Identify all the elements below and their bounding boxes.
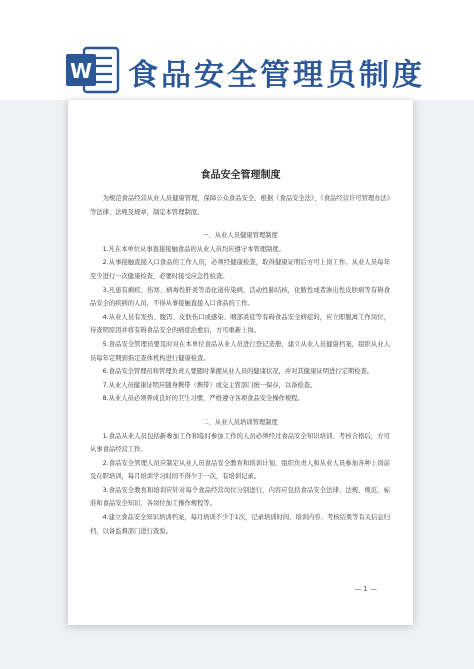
document-title: 食品安全管理制度 xyxy=(200,170,281,181)
list-item: 1.凡在本单位从事直接接触食品的从业人员均应遵守本管理制度。 xyxy=(102,245,285,253)
page-number: — 1 — xyxy=(354,585,377,593)
intro-paragraph: 为规范食品经营从业人员健康管理，保障公众食品安全，根据《食品安全法》、《食品经营许可管理办法》等法律、法规及规章，制定本管理制度。 xyxy=(90,195,390,216)
list-item: 5.食品安全管理员要及时对在本单位食品从业人员进行登记造册，建立从业人员健康档案，组织从业人员每年定期到指定查体机构进行健康检查。 xyxy=(90,340,390,362)
header-banner xyxy=(0,0,474,100)
list-item: 2.从事接触直接入口食品的工作人员，必须经健康检查，取得健康证明后方可上岗工作。从业人员每年至少进行一次健康检查，必要时接受应急性检查。 xyxy=(90,259,390,280)
section-heading: 一、从业人员健康管理制度 xyxy=(202,232,278,240)
document-body xyxy=(90,192,390,538)
section-heading: 二、从业人员培训管理制度 xyxy=(202,418,278,426)
list-item: 8.从业人员必须养成良好的卫生习惯，严格遵守各项食品安全操作规程。 xyxy=(102,395,304,403)
banner-title: 食品安全管理员制度 xyxy=(128,58,425,93)
list-item: 4.建立食品安全知识培训档案，每月培训不少于1次，记录培训时间、培训内容、考核结果等有关信息归档，以备监督部门进行查验。 xyxy=(90,514,390,535)
list-item: 7.从业人员健康证明应随身携带（携带）或交主管部门统一保存，以备检查。 xyxy=(102,381,317,389)
list-item: 4.从业人员有发热、腹泻、皮肤伤口或感染、咽部炎症等有碍食品安全病症的，应立即脱离工作岗位，待查明原因并将有碍食品安全的病症治愈后，方可重新上岗。 xyxy=(90,313,390,335)
list-item: 2.食品安全管理人员应制定从业人员食品安全教育和培训计划，组织负责人和从业人员参加各种上岗前及在职培训，每月培训学习时间不得少于一次，有培训记录。 xyxy=(90,459,390,481)
list-item: 3.食品安全教育和培训应针对每个食品经营岗位分别进行，内容应包括食品安全法律、法规、规范、标准和食品安全知识、各岗位加工操作规程等。 xyxy=(90,486,390,508)
list-item: 3.凡患有痢疾、伤寒、病毒性肝炎等消化道传染病，活动性肺结核，化脓性或者渗出性皮肤病等有碍食品安全的疾病的人员，不得从事接触直接入口食品的工作。 xyxy=(90,286,390,308)
document-page xyxy=(68,100,413,625)
list-item: 1.食品从业人员包括新参加工作和临时参加工作的人员必须经过食品安全知识培训、考核合格后，方可从事食品经营工作。 xyxy=(90,432,390,454)
list-item: 6.食品安全管理员和管理负责人要随时掌握从业人员的健康状况，并对其健康证明进行定期检查。 xyxy=(102,368,374,376)
word-icon-letter: W xyxy=(69,59,93,83)
word-icon xyxy=(64,44,120,96)
